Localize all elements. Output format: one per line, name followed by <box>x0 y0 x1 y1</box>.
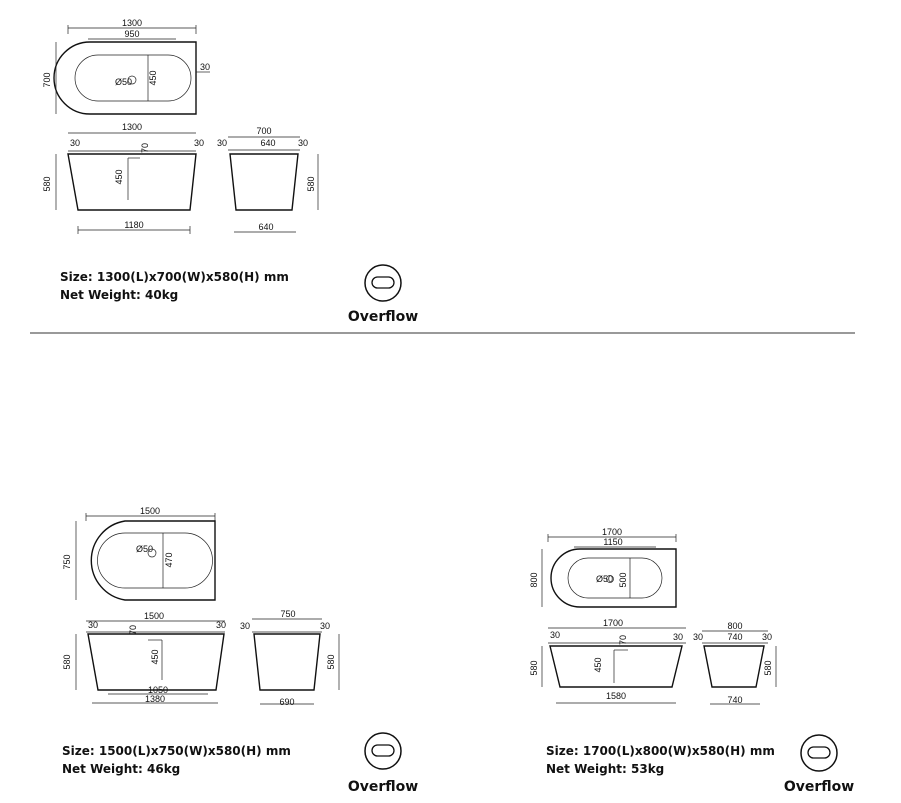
side-left-wall-label: 30 <box>69 138 81 148</box>
spec-block-1 <box>60 268 289 304</box>
drain-label: Ø50 <box>136 544 154 554</box>
side-step-label: 70 <box>128 624 138 636</box>
side-length-label: 1300 <box>121 122 143 132</box>
side-height-label: 580 <box>529 660 539 676</box>
overflow-label-3: Overflow <box>783 779 855 795</box>
overflow-icon-2 <box>365 733 401 769</box>
weight-text: Net Weight: 40kg <box>60 288 179 302</box>
size-text: Size: 1700(L)x800(W)x580(H) mm <box>546 744 775 758</box>
end-bottom-label: 640 <box>258 222 274 232</box>
end-inner-label: 640 <box>260 138 276 148</box>
end-right-wall-label: 30 <box>761 632 773 642</box>
side-base-label: 1050 <box>147 685 169 695</box>
top-view <box>529 527 676 607</box>
side-left-wall-label: 30 <box>549 630 561 640</box>
end-left-wall-label: 30 <box>239 621 251 631</box>
weight-text: Net Weight: 53kg <box>546 762 665 776</box>
spec-block-3 <box>546 742 775 778</box>
side-left-wall-label: 30 <box>87 620 99 630</box>
side-length-label: 1700 <box>602 618 624 628</box>
end-height-label: 580 <box>326 654 336 670</box>
side-bottom-label: 1180 <box>124 220 144 230</box>
end-left-wall-label: 30 <box>216 138 228 148</box>
top-view <box>42 18 210 114</box>
top-wall-label: 30 <box>200 62 211 72</box>
top-inner-label: 950 <box>124 29 140 39</box>
end-width-label: 700 <box>256 126 272 136</box>
end-width-label: 800 <box>727 621 743 631</box>
end-left-wall-label: 30 <box>692 632 704 642</box>
top-depth-label: 470 <box>164 552 174 568</box>
end-bottom-label: 740 <box>727 695 743 705</box>
side-right-wall-label: 30 <box>193 138 205 148</box>
side-view <box>529 618 686 703</box>
end-view <box>240 609 339 707</box>
overflow-icon-3 <box>801 735 837 771</box>
end-height-label: 580 <box>306 176 316 192</box>
size-text: Size: 1300(L)x700(W)x580(H) mm <box>60 270 289 284</box>
end-view <box>217 126 318 232</box>
tub-outline-side <box>68 154 196 210</box>
size-text: Size: 1500(L)x750(W)x580(H) mm <box>62 744 291 758</box>
spec-block-2 <box>62 742 291 778</box>
tub-outline-side <box>550 646 682 687</box>
end-inner-label: 740 <box>727 632 743 642</box>
top-width-label: 800 <box>529 572 539 588</box>
top-length-label: 1700 <box>601 527 623 537</box>
side-view <box>42 122 204 234</box>
top-width-label: 750 <box>62 554 72 570</box>
side-right-wall-label: 30 <box>672 632 684 642</box>
overflow-label-1: Overflow <box>347 309 419 325</box>
top-length-label: 1500 <box>139 506 161 516</box>
end-width-label: 750 <box>280 609 296 619</box>
side-step-label: 70 <box>618 634 628 646</box>
tub-outline-end <box>704 646 764 687</box>
overflow-icon-1 <box>365 265 401 301</box>
top-length-label: 1300 <box>121 18 143 28</box>
side-length-label: 1500 <box>143 611 165 621</box>
end-height-label: 580 <box>763 660 773 676</box>
top-inner-label: 1150 <box>603 537 623 547</box>
top-depth-label: 500 <box>618 572 628 588</box>
side-view <box>62 611 226 704</box>
top-depth-label: 450 <box>148 70 158 86</box>
side-right-wall-label: 30 <box>215 620 227 630</box>
overflow-label-2: Overflow <box>347 779 419 795</box>
side-bottom-label: 1580 <box>605 691 627 701</box>
drain-label: Ø50 <box>596 574 614 584</box>
side-inner-height-label: 450 <box>150 649 160 665</box>
end-right-wall-label: 30 <box>319 621 331 631</box>
top-view <box>62 506 215 600</box>
drain-label: Ø50 <box>115 77 133 87</box>
side-bottom-label: 1380 <box>144 694 166 704</box>
side-step-label: 70 <box>140 142 150 154</box>
tub-outline-end <box>254 634 320 690</box>
weight-text: Net Weight: 46kg <box>62 762 181 776</box>
end-view <box>693 621 776 705</box>
side-inner-height-label: 450 <box>114 169 124 185</box>
end-right-wall-label: 30 <box>297 138 309 148</box>
side-height-label: 580 <box>62 654 72 670</box>
side-height-label: 580 <box>42 176 52 192</box>
top-width-label: 700 <box>42 72 52 88</box>
end-bottom-label: 690 <box>279 697 295 707</box>
tub-outline-end <box>230 154 298 210</box>
side-inner-height-label: 450 <box>593 657 603 673</box>
